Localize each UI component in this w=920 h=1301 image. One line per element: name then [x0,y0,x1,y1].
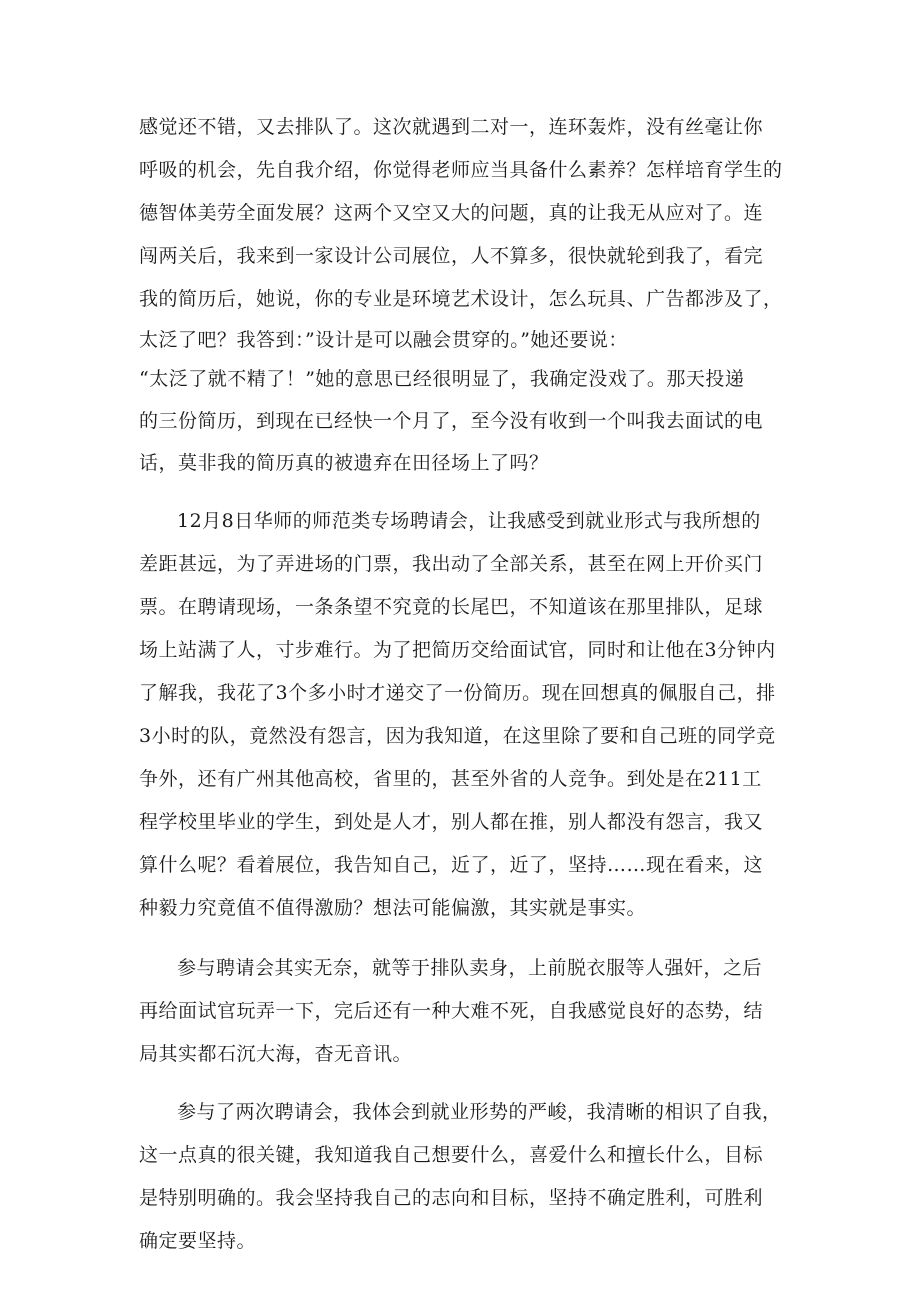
paragraph-2-line-6: 3小时的队，竟然没有怨言，因为我知道，在这里除了要和自己班的同学竞 [139,725,776,747]
paragraph-1-line-7: “太泛了就不精了！”她的意思已经很明显了，我确定没戏了。那天投递 [139,368,745,390]
paragraph-1-line-3: 德智体美劳全面发展？这两个又空又大的问题，真的让我无从应对了。连 [139,202,764,224]
paragraph-3-line-1: 参与聘请会其实无奈，就等于排队卖身，上前脱衣服等人强奸，之后 [177,957,763,979]
paragraph-2-line-3: 票。在聘请现场，一条条望不究竟的长尾巴，不知道该在那里排队，足球 [139,596,764,618]
paragraph-1-line-2: 呼吸的机会，先自我介绍，你觉得老师应当具备什么素养？怎样培育学生的 [139,159,783,181]
paragraph-2-line-7: 争外，还有广州其他高校，省里的，甚至外省的人竞争。到处是在211工 [139,768,762,790]
paragraph-1-line-1: 感觉还不错，又去排队了。这次就遇到二对一，连环轰炸，没有丝毫让你 [139,116,764,138]
paragraph-1-line-6: 太泛了吧？我答到：”设计是可以融会贯穿的。”她还要说： [139,329,628,351]
paragraph-2-line-10: 种毅力究竟值不值得激励？想法可能偏激，其实就是事实。 [139,897,647,919]
paragraph-4-line-3: 是特别明确的。我会坚持我自己的志向和目标，坚持不确定胜利，可胜利 [139,1187,764,1209]
paragraph-2-line-8: 程学校里毕业的学生，到处是人才，别人都在推，别人都没有怨言，我又 [139,811,764,833]
paragraph-3-line-3: 局其实都石沉大海，杳无音讯。 [139,1043,413,1065]
paragraph-2-line-2: 差距甚远，为了弄进场的门票，我出动了全部关系，甚至在网上开价买门 [139,553,764,575]
paragraph-1-line-9: 话，莫非我的简历真的被遗弃在田径场上了吗？ [139,452,549,474]
paragraph-2-line-1: 12月8日华师的师范类专场聘请会，让我感受到就业形式与我所想的 [177,510,761,532]
paragraph-2-line-4: 场上站满了人，寸步难行。为了把简历交给面试官，同时和让他在3分钟内 [139,639,776,661]
paragraph-4-line-4: 确定要坚持。 [139,1230,257,1252]
paragraph-1-line-5: 我的简历后，她说，你的专业是环境艺术设计，怎么玩具、广告都涉及了， [139,288,783,310]
paragraph-4-line-2: 这一点真的很关键，我知道我自己想要什么，喜爱什么和擅长什么，目标 [139,1144,764,1166]
paragraph-1-line-4: 闯两关后，我来到一家设计公司展位，人不算多，很快就轮到我了，看完 [139,245,764,267]
paragraph-1-line-8: 的三份简历，到现在已经快一个月了，至今没有收到一个叫我去面试的电 [139,410,764,432]
paragraph-2-line-5: 了解我，我花了3个多小时才递交了一份简历。现在回想真的佩服自己，排 [139,682,776,704]
paragraph-3-line-2: 再给面试官玩弄一下，完后还有一种大难不死，自我感觉良好的态势，结 [139,1000,764,1022]
paragraph-2-line-9: 算什么呢？看着展位，我告知自己，近了，近了，坚持……现在看来，这 [139,854,764,876]
paragraph-4-line-1: 参与了两次聘请会，我体会到就业形势的严峻，我清晰的相识了自我， [177,1101,782,1123]
